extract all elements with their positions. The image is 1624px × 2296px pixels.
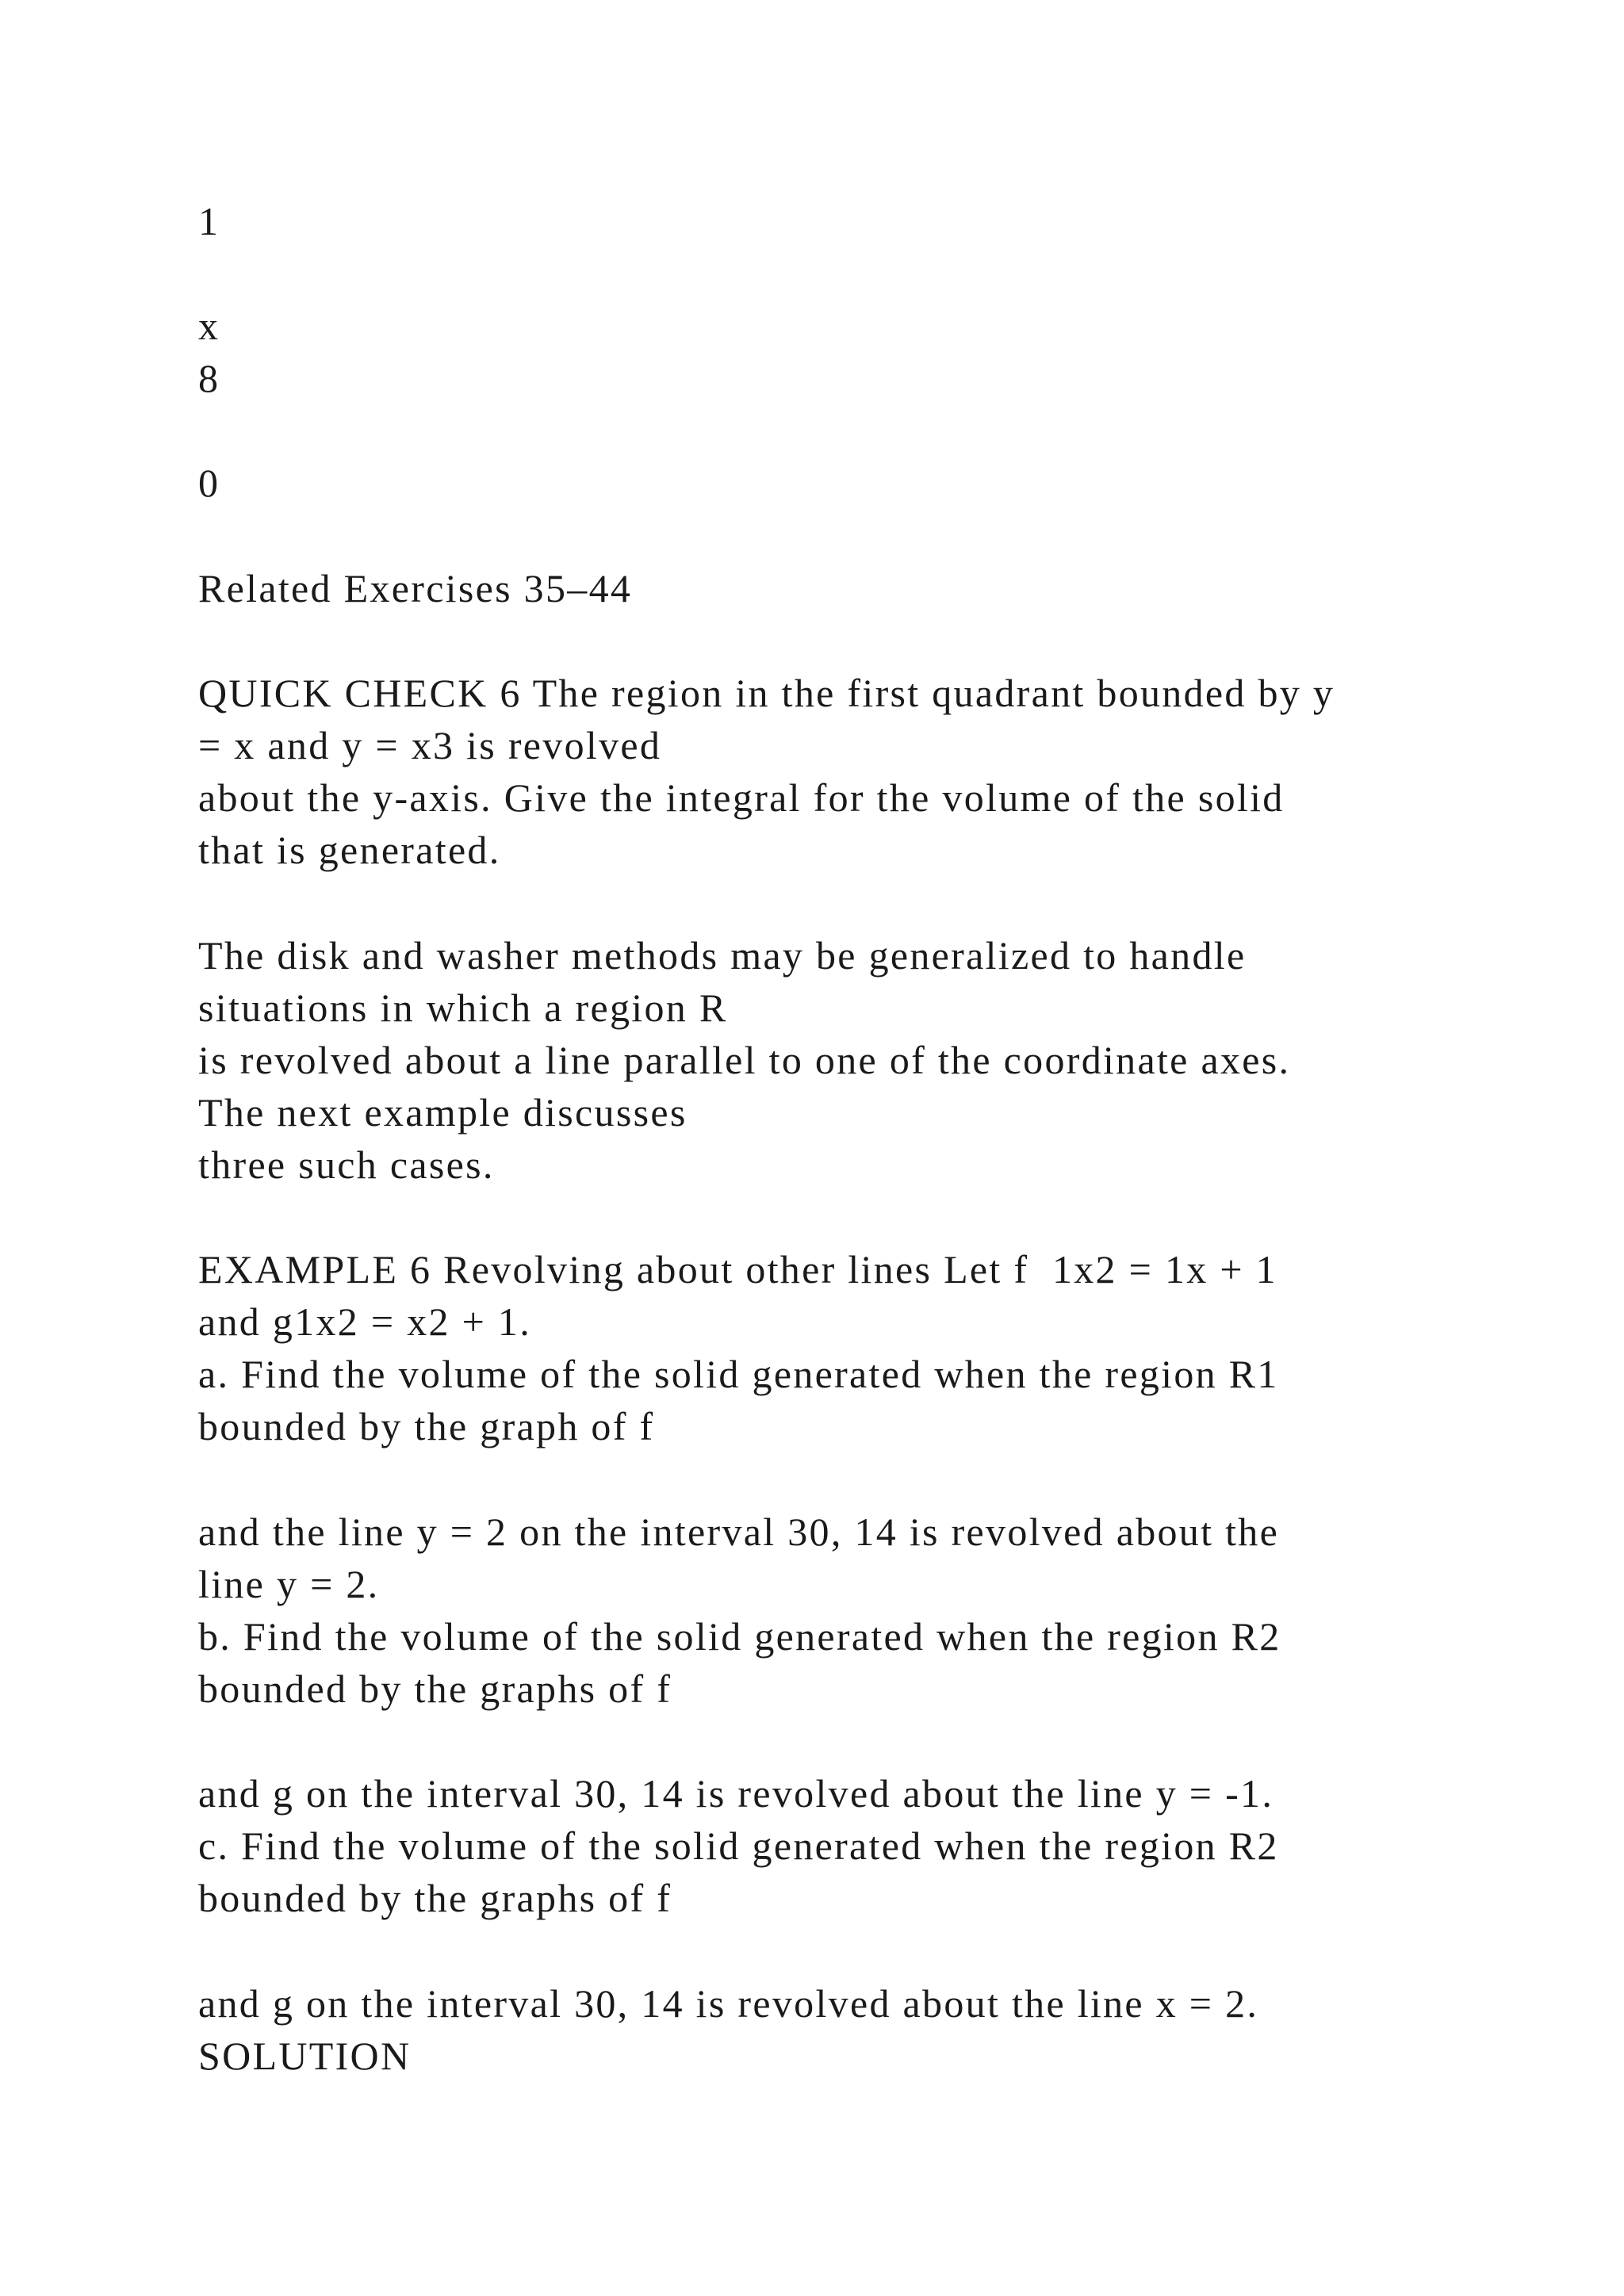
quick-check-line-1: QUICK CHECK 6 The region in the first quadrant bounded by y	[198, 671, 1335, 715]
part-c-line-1: c. Find the volume of the solid generated when the region R2	[198, 1823, 1279, 1868]
solution-heading: SOLUTION	[198, 2034, 412, 2078]
quick-check-line-3: about the y-axis. Give the integral for the volume of the solid	[198, 775, 1285, 820]
quick-check-line-2: = x and y = x3 is revolved	[198, 723, 662, 767]
paragraph-line-1: The disk and washer methods may be generalized to handle	[198, 933, 1247, 978]
part-a-line-2: bounded by the graph of f	[198, 1404, 655, 1448]
part-b-line-3: and g on the interval 30, 14 is revolved about the line y = -1.	[198, 1771, 1274, 1816]
fragment-8: 8	[198, 356, 220, 400]
paragraph-line-5: three such cases.	[198, 1142, 495, 1187]
paragraph-line-2: situations in which a region R	[198, 985, 728, 1030]
part-a-line-3: and the line y = 2 on the interval 30, 14 is revolved about the	[198, 1510, 1280, 1554]
paragraph-line-4: The next example discusses	[198, 1090, 688, 1135]
part-c-line-3: and g on the interval 30, 14 is revolved about the line x = 2.	[198, 1981, 1259, 2026]
part-b-line-2: bounded by the graphs of f	[198, 1667, 672, 1711]
quick-check-line-4: that is generated.	[198, 828, 501, 872]
related-exercises-text: Related Exercises 35–44	[198, 566, 633, 610]
paragraph-line-3: is revolved about a line parallel to one of the coordinate axes.	[198, 1038, 1291, 1082]
fragment-x: x	[198, 304, 220, 348]
part-b-line-1: b. Find the volume of the solid generated when the region R2	[198, 1614, 1281, 1659]
part-c-line-2: bounded by the graphs of f	[198, 1876, 672, 1920]
example-heading-line-1: EXAMPLE 6 Revolving about other lines Let f 1x2 = 1x + 1	[198, 1247, 1277, 1292]
part-a-line-4: line y = 2.	[198, 1562, 380, 1606]
part-a-line-1: a. Find the volume of the solid generated when the region R1	[198, 1352, 1279, 1396]
example-heading-line-2: and g1x2 = x2 + 1.	[198, 1299, 531, 1344]
fragment-0: 0	[198, 461, 220, 505]
fragment-1: 1	[198, 199, 220, 243]
